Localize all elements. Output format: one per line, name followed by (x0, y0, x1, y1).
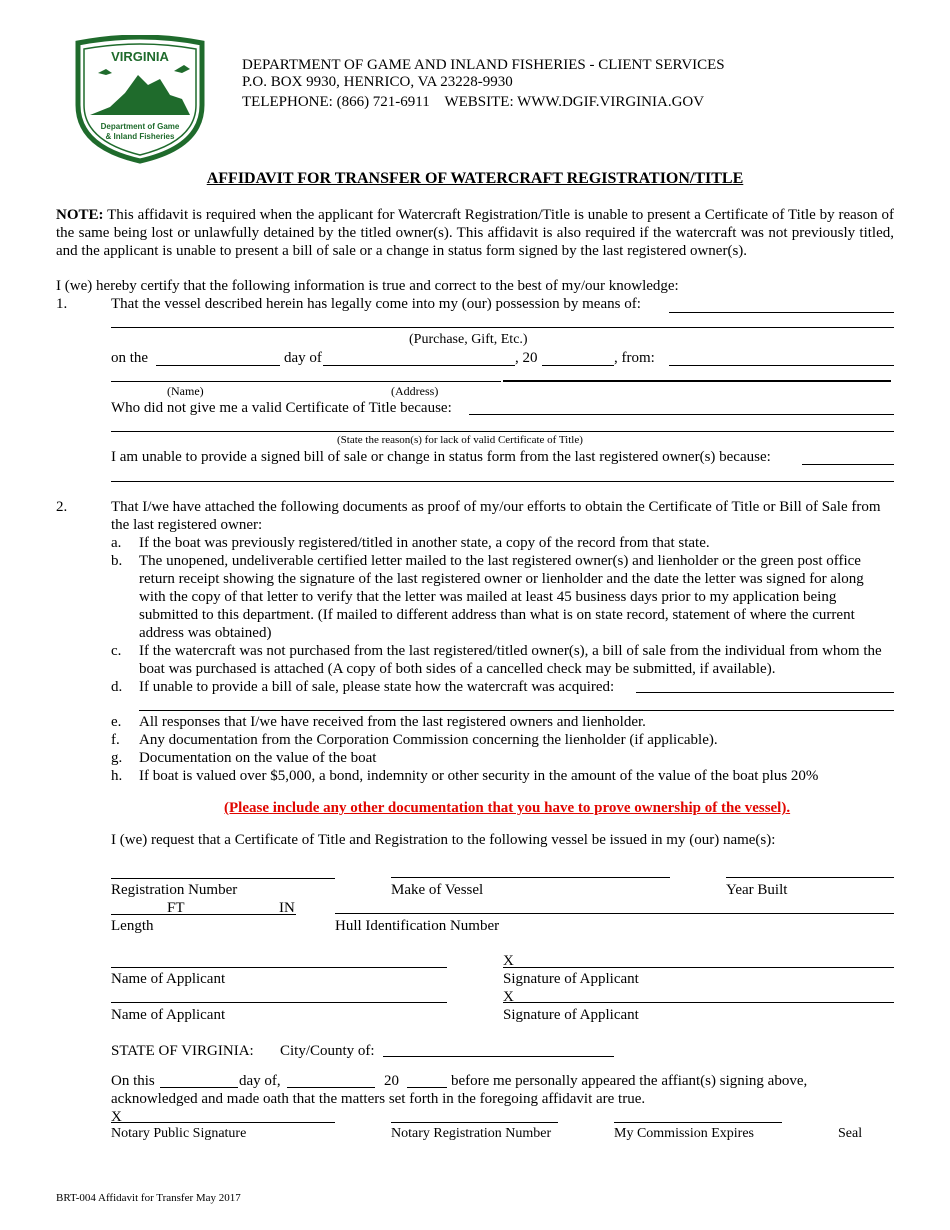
day-of-label: day of (284, 350, 322, 366)
list-item-letter: b. (111, 553, 123, 569)
item1-text: That the vessel described herein has legally come into my (our) possession by means of: (111, 296, 641, 312)
applicant-name-field-2[interactable] (111, 1002, 447, 1003)
dgif-logo (70, 35, 210, 165)
year-field[interactable] (542, 365, 614, 366)
notary-year-field[interactable] (407, 1087, 447, 1088)
registration-number-label: Registration Number (111, 882, 238, 898)
length-field[interactable] (111, 914, 296, 915)
ft-label: FT (167, 900, 185, 916)
notary-signature-label: Notary Public Signature (111, 1126, 247, 1141)
form-footer: BRT-004 Affidavit for Transfer May 2017 (56, 1192, 241, 1204)
header-contact: TELEPHONE: (866) 721-6911 WEBSITE: WWW.DGIF.VIRGINIA.GOV (242, 94, 705, 110)
hull-id-label: Hull Identification Number (335, 918, 500, 934)
before-me-text: before me personally appeared the affiant(s) signing above, (451, 1073, 808, 1089)
item2-text: That I/we have attached the following documents as proof of my/our efforts to obtain the Certificate of Title or Bill of Sale from the last registered owner: (111, 499, 881, 533)
notary-reg-number-label: Notary Registration Number (391, 1126, 552, 1141)
notary-signature-field[interactable] (111, 1122, 335, 1123)
length-label: Length (111, 918, 154, 934)
note-label: NOTE: (56, 207, 104, 223)
note-text: This affidavit is required when the applicant for Watercraft Registration/Title is unable to present a Certificate of Title by reason of the same being lost or unlawfully detained by the titled owner(s). This affidavit is also required if the watercraft was not previously titled, and the applicant is unable to present a bill of sale or a change in status form signed by the last registered owner(s). (56, 207, 894, 259)
header-address: P.O. BOX 9930, HENRICO, VA 23228-9930 (242, 74, 513, 90)
means-field-line2[interactable] (111, 327, 894, 328)
list-item-text: The unopened, undeliverable certified letter mailed to the last registered owner(s) and lienholder or the green post office return receipt showing the signature of the last registered owner or lienholder and the date the letter was signed for along with the copy of that letter to verify that the letter was mailed at least 45 business days prior to my application being submitted to this department. (If mailed to different address than what is on state record, statement of where the current address was obtained) (139, 553, 864, 641)
hull-id-field[interactable] (335, 913, 894, 914)
svg-text:& Inland Fisheries: & Inland Fisheries (105, 132, 175, 141)
no-title-label: Who did not give me a valid Certificate of Title because: (111, 400, 452, 416)
applicant-signature-field-2[interactable] (503, 1002, 894, 1003)
list-item-text: All responses that I/we have received from the last registered owners and lienholder. (139, 714, 646, 730)
item1-number: 1. (56, 296, 68, 312)
signature-x-mark: X (503, 953, 514, 969)
no-bill-reason-field-line2[interactable] (111, 481, 894, 482)
reason-hint: (State the reason(s) for lack of valid Certificate of Title) (337, 434, 583, 446)
note-paragraph (56, 206, 894, 260)
name-hint: (Name) (167, 384, 204, 398)
no-bill-label: I am unable to provide a signed bill of sale or change in status form from the last registered owner(s) because: (111, 449, 771, 465)
notary-day-of-label: day of, (239, 1073, 281, 1089)
list-item-letter: h. (111, 768, 123, 784)
item2-number: 2. (56, 499, 68, 515)
purchase-hint: (Purchase, Gift, Etc.) (409, 332, 528, 347)
list-item-text: If boat is valued over $5,000, a bond, indemnity or other security in the amount of the value of the boat plus 20% (139, 768, 819, 784)
notary-day-field[interactable] (160, 1087, 238, 1088)
city-county-field[interactable] (383, 1056, 614, 1057)
from-label: , from: (614, 350, 655, 366)
signature-of-applicant-label: Signature of Applicant (503, 971, 639, 987)
make-of-vessel-label: Make of Vessel (391, 882, 484, 898)
city-county-label: City/County of: (280, 1043, 375, 1059)
applicant-signature-field[interactable] (503, 967, 894, 968)
notary-year-prefix: 20 (384, 1073, 399, 1089)
signature-of-applicant-label: Signature of Applicant (503, 1007, 639, 1023)
on-the-label: on the (111, 350, 149, 366)
list-item-text: Any documentation from the Corporation Commission concerning the lienholder (if applicable). (139, 732, 718, 748)
virginia-seal-icon (70, 35, 210, 165)
address-hint: (Address) (391, 384, 439, 398)
notary-reg-number-field[interactable] (391, 1122, 558, 1123)
request-statement: I (we) request that a Certificate of Title and Registration to the following vessel be issued in my (our) name(s): (111, 832, 776, 848)
list-item-text: If unable to provide a bill of sale, please state how the watercraft was acquired: (139, 679, 615, 695)
no-title-reason-field-line2[interactable] (111, 431, 894, 432)
list-item-letter: f. (111, 732, 120, 748)
list-item-text: If the boat was previously registered/titled in another state, a copy of the record from that state. (139, 535, 710, 551)
seal-label: Seal (838, 1126, 863, 1141)
signature-x-mark: X (503, 989, 514, 1005)
list-item-text: If the watercraft was not purchased from the last registered/titled owner(s), a bill of sale from the individual from whom the boat was purchased is attached (A copy of both sides of a cancelled check may be submitted, if available). (139, 643, 882, 677)
svg-text:Department of Game: Department of Game (100, 122, 180, 131)
acknowledged-text: acknowledged and made oath that the matters set forth in the foregoing affidavit are true. (111, 1091, 646, 1107)
list-item-letter: c. (111, 643, 122, 659)
year-built-field[interactable] (726, 877, 894, 878)
in-label: IN (279, 900, 295, 916)
acquired-field-line2[interactable] (139, 710, 894, 711)
page-title: AFFIDAVIT FOR TRANSFER OF WATERCRAFT REGISTRATION/TITLE (206, 170, 744, 187)
commission-expires-label: My Commission Expires (614, 1126, 755, 1141)
list-item-letter: e. (111, 714, 122, 730)
year-built-label: Year Built (726, 882, 788, 898)
list-item-letter: a. (111, 535, 122, 551)
name-of-applicant-label: Name of Applicant (111, 971, 226, 987)
no-bill-reason-field[interactable] (802, 464, 894, 465)
certify-statement: I (we) hereby certify that the following information is true and correct to the best of my/our knowledge: (56, 278, 679, 294)
from-address-field[interactable] (503, 380, 891, 382)
month-field[interactable] (323, 365, 515, 366)
no-title-reason-field[interactable] (469, 414, 894, 415)
from-name-field[interactable] (111, 381, 501, 382)
red-documentation-note: (Please include any other documentation that you have to prove ownership of the vessel). (224, 800, 791, 816)
list-item-text: Documentation on the value of the boat (139, 750, 377, 766)
name-of-applicant-label: Name of Applicant (111, 1007, 226, 1023)
header-agency: DEPARTMENT OF GAME AND INLAND FISHERIES - CLIENT SERVICES (242, 57, 725, 73)
list-item-letter: d. (111, 679, 123, 695)
notary-month-field[interactable] (287, 1087, 375, 1088)
applicant-name-field[interactable] (111, 967, 447, 968)
acquired-field[interactable] (636, 692, 894, 693)
notary-x-mark: X (111, 1109, 122, 1125)
from-field[interactable] (669, 365, 894, 366)
day-field[interactable] (156, 365, 280, 366)
make-of-vessel-field[interactable] (391, 877, 670, 878)
state-label: STATE OF VIRGINIA: (111, 1043, 254, 1059)
on-this-label: On this (111, 1073, 155, 1089)
svg-text:VIRGINIA: VIRGINIA (111, 49, 169, 64)
registration-number-field[interactable] (111, 878, 335, 879)
year-prefix: , 20 (515, 350, 538, 366)
commission-expires-field[interactable] (614, 1122, 782, 1123)
means-field[interactable] (669, 312, 894, 313)
list-item-letter: g. (111, 750, 123, 766)
